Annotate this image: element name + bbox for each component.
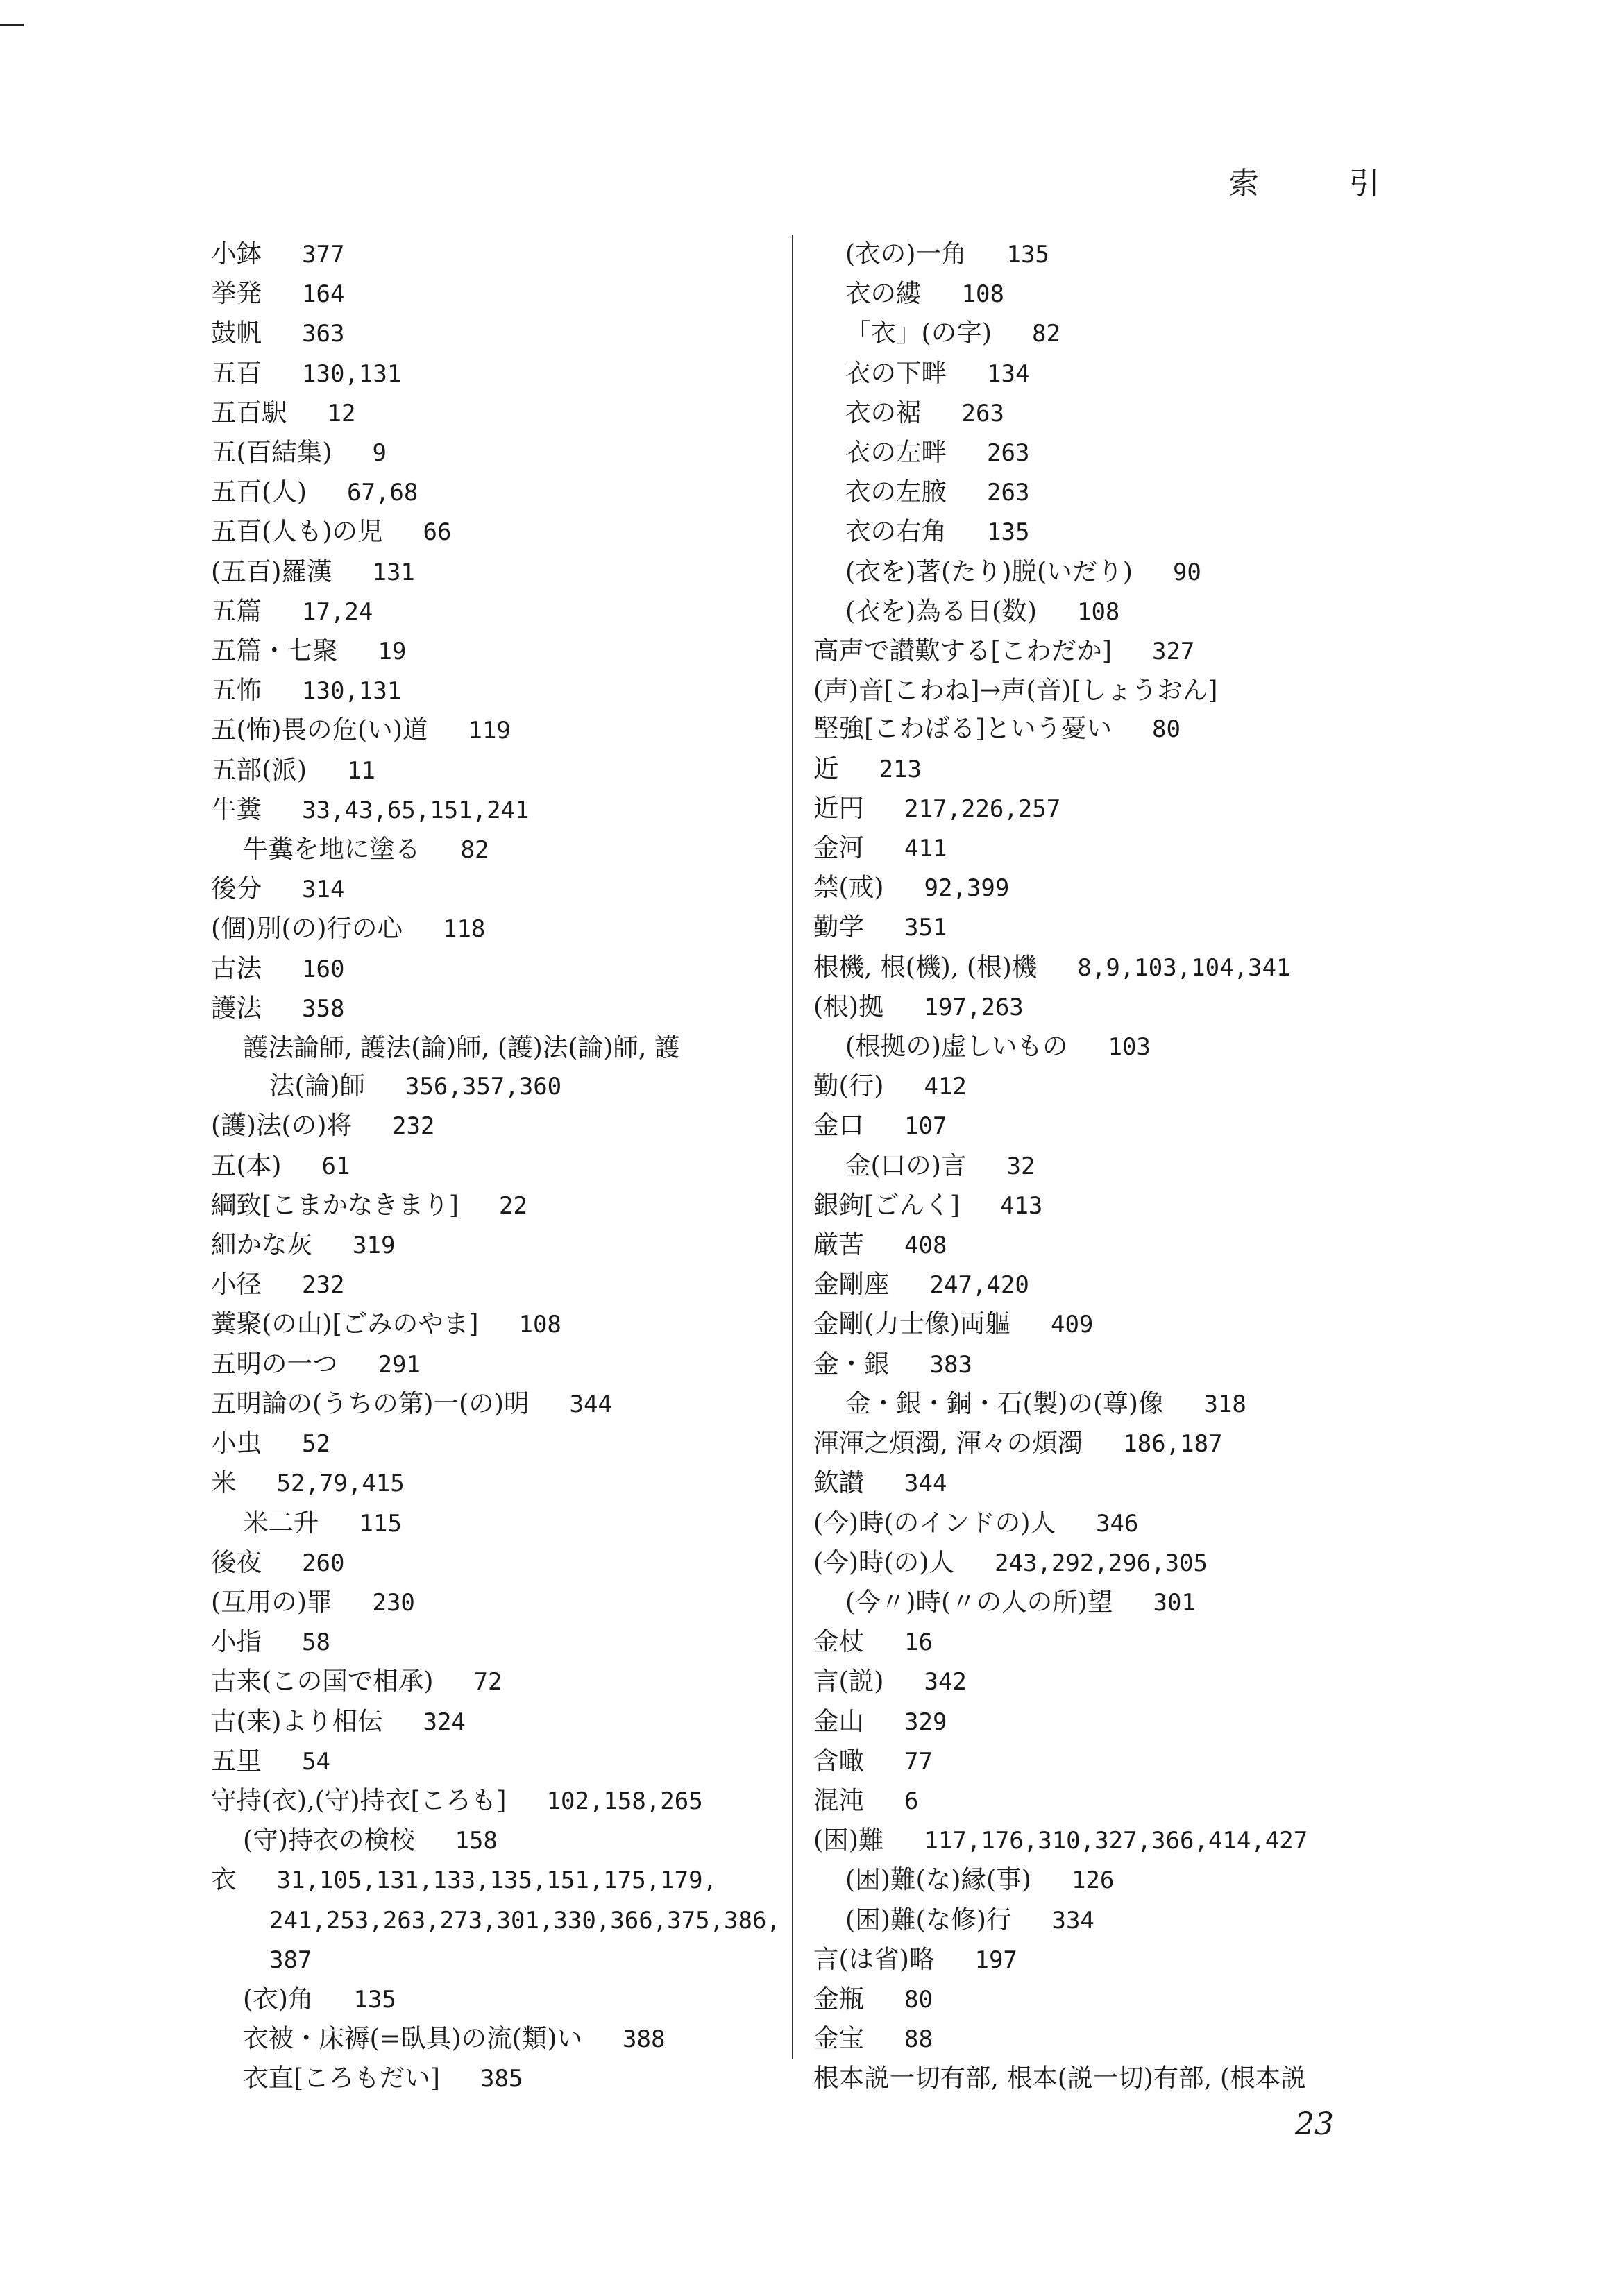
index-entry <box>813 433 1381 473</box>
index-entry <box>211 711 773 750</box>
index-entry-pages: 67,68 <box>346 479 418 507</box>
index-entry <box>813 948 1381 987</box>
index-entry-pages: 158 <box>455 1827 498 1855</box>
index-entry-term: 糞聚(の山)[ごみのやま] <box>211 1309 479 1339</box>
index-entry-pages: 6 <box>904 1787 919 1815</box>
index-entry <box>211 631 773 671</box>
index-entry-pages: 52 <box>302 1430 330 1459</box>
index-entry-term: 米二升 <box>243 1507 319 1538</box>
index-entry-pages: 103 <box>1108 1033 1151 1062</box>
index-entry-term: 衣の右角 <box>845 516 947 547</box>
index-entry-term: 五篇 <box>211 595 262 626</box>
index-entry-pages: 342 <box>924 1668 967 1697</box>
index-entry-pages: 102,158,265 <box>546 1787 703 1815</box>
index-entry <box>211 1662 773 1701</box>
index-entry-term: 五明の一つ <box>211 1348 338 1379</box>
index-entry-term: 法(論)師 <box>269 1071 365 1101</box>
index-entry <box>813 1106 1381 1146</box>
index-entry <box>211 2019 773 2059</box>
index-entry <box>813 592 1381 631</box>
index-entry-term: 近円 <box>813 792 864 823</box>
index-entry-pages: 291 <box>378 1350 421 1379</box>
index-entry-term: (護)法(の)将 <box>211 1110 352 1141</box>
index-entry-pages: 319 <box>353 1232 396 1260</box>
index-entry-term: 五(怖)畏の危(い)道 <box>211 715 428 745</box>
index-entry-pages: 327 <box>1151 638 1195 666</box>
index-entry-pages: 115 <box>359 1509 402 1538</box>
index-entry <box>211 473 773 512</box>
index-entry-term: (衣を)著(たり)脱(いだり) <box>845 556 1133 586</box>
index-entry <box>211 592 773 631</box>
index-entry-term: 金宝 <box>813 2023 864 2054</box>
index-entry-term: 古(来)より相伝 <box>211 1706 383 1736</box>
index-entry-term: 五部(派) <box>211 754 307 785</box>
index-entry-pages: 232 <box>302 1271 345 1300</box>
index-entry <box>813 1821 1381 1860</box>
index-entry-pages: 130,131 <box>302 359 402 388</box>
index-entry-term: (今〃)時(〃の人の所)望 <box>845 1586 1113 1617</box>
index-entry-term: 衣の左畔 <box>845 437 947 468</box>
index-entry-pages: 9 <box>372 439 387 468</box>
index-entry <box>813 1900 1381 1940</box>
index-entry-pages: 135 <box>1006 241 1049 269</box>
index-entry <box>813 1583 1381 1622</box>
index-entry <box>813 1781 1381 1821</box>
index-entry <box>813 1543 1381 1583</box>
index-entry <box>813 1424 1381 1463</box>
index-entry <box>813 552 1381 592</box>
index-entry-pages: 344 <box>904 1470 947 1498</box>
index-entry-term: (今)時(の)人 <box>813 1547 954 1577</box>
index-entry <box>211 1225 773 1265</box>
index-entry <box>211 1622 773 1662</box>
index-entry-pages: 108 <box>961 280 1004 309</box>
index-entry-pages: 247,420 <box>929 1271 1029 1300</box>
index-entry <box>813 671 1381 709</box>
index-entry <box>813 1345 1381 1384</box>
index-column-right <box>813 235 1381 2098</box>
index-entry-term: 五明論の(うちの第)一(の)明 <box>211 1388 530 1418</box>
index-entry-term: 言(は省)略 <box>813 1944 935 1974</box>
index-entry <box>211 1543 773 1583</box>
index-entry-term: (衣の)一角 <box>845 239 967 269</box>
index-entry <box>211 1384 773 1424</box>
index-entry <box>211 1781 773 1821</box>
index-entry-pages: 16 <box>904 1629 933 1657</box>
index-entry-term: 衣の左腋 <box>845 477 947 507</box>
index-entry <box>813 1622 1381 1662</box>
index-entry <box>211 1304 773 1344</box>
index-entry-pages: 131 <box>372 558 415 586</box>
index-entry-pages: 72 <box>473 1668 502 1697</box>
index-entry <box>211 1980 773 2019</box>
index-entry <box>813 1702 1381 1742</box>
index-entry-pages: 66 <box>423 518 452 547</box>
index-entry <box>813 1146 1381 1186</box>
index-entry-pages: 108 <box>518 1311 561 1339</box>
index-entry-term: 五(百結集) <box>211 437 332 468</box>
index-entry-pages: 107 <box>904 1112 947 1141</box>
index-entry-term: 衣直[ころもだい] <box>243 2063 440 2093</box>
index-entry <box>813 1463 1381 1503</box>
index-entry <box>813 393 1381 433</box>
index-entry-term: 護法 <box>211 992 262 1023</box>
index-entry <box>211 1463 773 1503</box>
index-entry-term: (根)拠 <box>813 991 884 1021</box>
index-entry <box>211 1940 773 1980</box>
page-header-title: 索 引 <box>1228 166 1420 201</box>
index-entry-term: 五百駅 <box>211 397 287 427</box>
index-entry-pages: 32 <box>1006 1152 1035 1180</box>
index-entry <box>813 709 1381 749</box>
index-entry-term: 金剛座 <box>813 1269 890 1300</box>
index-entry-pages: 260 <box>302 1549 345 1577</box>
index-entry-term: 金瓶 <box>813 1983 864 2014</box>
index-entry <box>211 909 773 949</box>
index-entry-pages: 263 <box>987 479 1030 507</box>
index-entry-term: 「衣」(の字) <box>845 318 992 348</box>
index-entry-pages: 344 <box>569 1390 612 1418</box>
index-entry <box>211 1424 773 1463</box>
index-entry-pages: 12 <box>327 399 356 427</box>
index-entry-pages: 324 <box>423 1708 466 1736</box>
index-entry-pages: 82 <box>460 836 489 865</box>
index-entry-pages: 54 <box>302 1747 330 1776</box>
index-entry-pages: 213 <box>879 755 922 783</box>
index-entry <box>813 828 1381 868</box>
index-entry-term: 古法 <box>211 953 262 983</box>
index-entry-term: 挙発 <box>211 278 262 309</box>
index-entry-term: 五怖 <box>211 675 262 706</box>
index-entry-pages: 160 <box>302 955 345 983</box>
index-entry-pages: 31,105,131,133,135,151,175,179, <box>276 1866 718 1895</box>
index-entry <box>813 1980 1381 2019</box>
index-entry-pages: 186,187 <box>1123 1430 1223 1459</box>
index-entry-pages: 334 <box>1051 1906 1094 1934</box>
index-entry <box>813 1186 1381 1225</box>
index-entry <box>813 235 1381 274</box>
index-entry-pages: 77 <box>904 1747 933 1776</box>
index-entry-pages: 8,9,103,104,341 <box>1077 953 1291 982</box>
index-entry <box>211 393 773 433</box>
index-entry-term: 護法論師, 護法(論)師, (護)法(論)師, 護 <box>243 1032 680 1063</box>
index-entry-term: 金(口の)言 <box>845 1150 967 1180</box>
index-entry <box>211 1345 773 1384</box>
index-entry <box>211 671 773 711</box>
index-entry <box>211 1504 773 1543</box>
index-entry-pages: 363 <box>302 320 345 348</box>
index-entry <box>211 751 773 790</box>
index-entry-pages: 383 <box>929 1350 972 1379</box>
index-entry <box>211 1186 773 1225</box>
index-entry <box>813 2059 1381 2097</box>
index-entry-pages: 80 <box>904 1985 933 2014</box>
index-entry-term: (衣)角 <box>243 1983 314 2014</box>
index-entry-pages: 329 <box>904 1708 947 1736</box>
index-entry-term: 小指 <box>211 1626 262 1657</box>
index-entry <box>211 274 773 314</box>
index-entry <box>813 789 1381 828</box>
index-entry <box>813 1304 1381 1344</box>
index-entry <box>211 949 773 989</box>
index-entry <box>813 512 1381 552</box>
index-entry <box>813 1662 1381 1701</box>
index-entry-pages: 118 <box>442 915 486 944</box>
index-entry <box>211 1265 773 1304</box>
index-entry-pages: 92,399 <box>924 874 1010 903</box>
index-entry-term: 衣の縷 <box>845 278 922 309</box>
index-entry <box>211 354 773 393</box>
index-entry-term: (困)難(な修)行 <box>845 1904 1012 1934</box>
index-entry-term: 古来(この国で相承) <box>211 1666 434 1697</box>
index-entry <box>211 314 773 353</box>
index-entry <box>211 1028 773 1066</box>
index-entry-term: 金山 <box>813 1706 864 1736</box>
index-entry-pages: 346 <box>1095 1509 1139 1538</box>
index-entry-term: 近 <box>813 753 839 783</box>
index-entry <box>813 1384 1381 1424</box>
index-entry-term: 混沌 <box>813 1785 864 1815</box>
index-entry-term: 小虫 <box>211 1428 262 1459</box>
index-entry-term: 衣被・床褥(=臥具)の流(類)い <box>243 2023 583 2054</box>
index-entry <box>813 473 1381 512</box>
index-entry-term: 衣の下畔 <box>845 357 947 388</box>
index-entry-pages: 52,79,415 <box>276 1470 405 1498</box>
index-entry-term: 後夜 <box>211 1547 262 1577</box>
index-entry-term: (衣を)為る日(数) <box>845 595 1037 626</box>
index-entry-term: 堅強[こわばる]という憂い <box>813 713 1112 744</box>
index-entry-term: 五篇・七聚 <box>211 636 338 666</box>
index-entry-pages: 33,43,65,151,241 <box>302 796 530 824</box>
index-entry-pages: 17,24 <box>302 597 373 626</box>
index-entry-term: 守持(衣),(守)持衣[ころも] <box>211 1785 507 1815</box>
index-entry <box>211 1821 773 1860</box>
index-entry-pages: 408 <box>904 1232 947 1260</box>
index-entry <box>211 2059 773 2098</box>
index-entry-pages: 241,253,263,273,301,330,366,375,386, <box>269 1906 781 1934</box>
index-entry-term: 言(説) <box>813 1666 884 1697</box>
index-entry-pages: 318 <box>1203 1390 1246 1418</box>
index-entry-term: 五(本) <box>211 1150 282 1180</box>
index-entry-term: 勤(行) <box>813 1071 884 1101</box>
index-entry-term: 厳苦 <box>813 1230 864 1260</box>
index-entry-pages: 134 <box>987 359 1030 388</box>
index-entry-pages: 88 <box>904 2025 933 2054</box>
index-entry <box>211 1106 773 1146</box>
index-entry-pages: 314 <box>302 876 345 904</box>
index-entry <box>813 1066 1381 1106</box>
index-entry-term: 米 <box>211 1468 237 1498</box>
index-entry-pages: 243,292,296,305 <box>994 1549 1208 1577</box>
index-entry-term: 細かな灰 <box>211 1230 312 1260</box>
index-entry <box>211 1146 773 1186</box>
index-entry-term: 金剛(力士像)両軀 <box>813 1309 1010 1339</box>
index-entry-term: (守)持衣の検校 <box>243 1825 415 1855</box>
index-entry-term: 衣の裾 <box>845 397 922 427</box>
index-entry <box>211 869 773 909</box>
index-entry-pages: 58 <box>302 1629 330 1657</box>
index-entry-term: 五里 <box>211 1745 262 1776</box>
index-entry-term: 五百 <box>211 357 262 388</box>
index-entry-pages: 232 <box>391 1112 435 1141</box>
index-entry-term: 五百(人も)の児 <box>211 516 383 547</box>
index-entry-term: 根本説一切有部, 根本(説一切)有部, (根本説 <box>813 2063 1306 2093</box>
index-entry-term: (今)時(のインドの)人 <box>813 1507 1056 1538</box>
index-entry-term: 後分 <box>211 874 262 904</box>
index-entry <box>813 1860 1381 1900</box>
index-entry <box>211 552 773 592</box>
index-entry-term: 金口 <box>813 1110 864 1141</box>
index-entry-term: 牛糞を地に塗る <box>243 834 421 865</box>
index-entry-pages: 387 <box>269 1946 312 1974</box>
index-entry-term: 勤学 <box>813 912 864 942</box>
index-entry-term: 欽讃 <box>813 1468 864 1498</box>
index-entry-pages: 263 <box>987 439 1030 468</box>
index-entry <box>211 1066 773 1106</box>
index-entry <box>813 314 1381 353</box>
index-entry <box>813 1027 1381 1066</box>
index-entry-term: 含噉 <box>813 1745 864 1776</box>
index-entry-term: (声)音[こわね]→声(音)[しょうおん] <box>813 675 1218 706</box>
index-entry-term: (互用の)罪 <box>211 1586 332 1617</box>
index-entry <box>211 790 773 830</box>
index-entry-pages: 412 <box>924 1073 967 1101</box>
index-entry-pages: 301 <box>1153 1588 1196 1617</box>
index-entry <box>813 354 1381 393</box>
index-entry-pages: 263 <box>961 399 1004 427</box>
index-entry-term: 金河 <box>813 833 864 863</box>
index-entry <box>813 631 1381 671</box>
index-entry-term: 小鉢 <box>211 239 262 269</box>
index-entry-term: (五百)羅漢 <box>211 556 332 586</box>
index-entry-pages: 135 <box>353 1985 396 2014</box>
index-entry-term: 五百(人) <box>211 477 307 507</box>
index-entry-term: 金杖 <box>813 1626 864 1657</box>
index-entry-term: (困)難(な)縁(事) <box>845 1864 1031 1895</box>
index-entry-pages: 82 <box>1031 320 1060 348</box>
index-entry-pages: 130,131 <box>302 677 402 706</box>
index-entry-term: 渾渾之煩濁, 渾々の煩濁 <box>813 1428 1083 1459</box>
index-entry-term: 高声で讃歎する[こわだか] <box>813 636 1112 666</box>
index-entry-pages: 377 <box>302 241 345 269</box>
index-entry <box>813 1742 1381 1781</box>
index-entry-term: 衣 <box>211 1864 237 1895</box>
index-entry-pages: 135 <box>987 518 1030 547</box>
index-entry <box>211 235 773 274</box>
index-entry <box>211 1583 773 1622</box>
index-entry-pages: 108 <box>1076 597 1120 626</box>
index-column-left <box>211 235 781 2099</box>
index-entry <box>813 908 1381 947</box>
index-entry-pages: 22 <box>498 1191 527 1220</box>
index-entry <box>211 433 773 473</box>
index-entry-pages: 197 <box>974 1946 1017 1974</box>
index-entry-term: (根拠の)虚しいもの <box>845 1031 1068 1062</box>
index-entry <box>813 2019 1381 2059</box>
index-entry-pages: 80 <box>1151 715 1181 744</box>
index-entry-pages: 351 <box>904 914 947 942</box>
index-entry-term: 根機, 根(機), (根)機 <box>813 951 1038 982</box>
index-entry <box>813 1504 1381 1543</box>
index-entry <box>813 987 1381 1027</box>
page-number: 23 <box>1295 2107 1334 2142</box>
index-entry-pages: 413 <box>999 1191 1043 1220</box>
index-entry <box>813 1265 1381 1304</box>
index-entry-pages: 164 <box>302 280 345 309</box>
index-entry-pages: 411 <box>904 835 947 863</box>
index-entry-pages: 385 <box>480 2065 523 2093</box>
index-entry <box>211 989 773 1028</box>
index-entry-pages: 358 <box>302 994 345 1023</box>
index-entry-pages: 197,263 <box>924 993 1024 1021</box>
index-entry-term: (個)別(の)行の心 <box>211 913 403 944</box>
index-entry-pages: 230 <box>372 1588 415 1617</box>
index-entry-term: 金・銀・銅・石(製)の(尊)像 <box>845 1388 1164 1418</box>
index-entry-term: 禁(戒) <box>813 872 884 903</box>
index-entry-term: 金・銀 <box>813 1348 890 1379</box>
index-entry-term: 牛糞 <box>211 794 262 824</box>
index-entry <box>813 868 1381 908</box>
index-entry-pages: 217,226,257 <box>904 794 1061 823</box>
index-entry-pages: 61 <box>321 1152 350 1180</box>
index-entry <box>211 1742 773 1781</box>
index-entry-term: 綱致[こまかなきまり] <box>211 1189 459 1220</box>
index-entry <box>211 1900 781 1940</box>
index-entry <box>813 274 1381 314</box>
index-entry-pages: 119 <box>468 717 511 745</box>
index-entry-pages: 117,176,310,327,366,414,427 <box>924 1827 1308 1855</box>
index-entry <box>211 1860 773 1900</box>
index-entry-pages: 11 <box>346 756 375 785</box>
index-entry-pages: 388 <box>623 2025 666 2054</box>
index-entry-pages: 409 <box>1050 1311 1094 1339</box>
index-entry-pages: 19 <box>378 638 407 666</box>
index-entry <box>211 1702 773 1742</box>
index-entry <box>211 512 773 552</box>
index-entry <box>813 749 1381 789</box>
index-entry-term: 小径 <box>211 1269 262 1300</box>
index-entry-pages: 126 <box>1071 1866 1115 1895</box>
index-entry-pages: 356,357,360 <box>405 1073 562 1101</box>
index-entry <box>813 1940 1381 1980</box>
index-entry <box>813 1225 1381 1265</box>
index-entry-pages: 90 <box>1172 558 1201 586</box>
index-entry-term: 銀鉤[ごんく] <box>813 1189 960 1220</box>
index-entry-term: 鼓帆 <box>211 318 262 348</box>
column-divider <box>792 235 793 2059</box>
index-entry-term: (困)難 <box>813 1825 884 1855</box>
index-entry <box>211 830 773 869</box>
scan-corner-mark <box>0 24 24 26</box>
